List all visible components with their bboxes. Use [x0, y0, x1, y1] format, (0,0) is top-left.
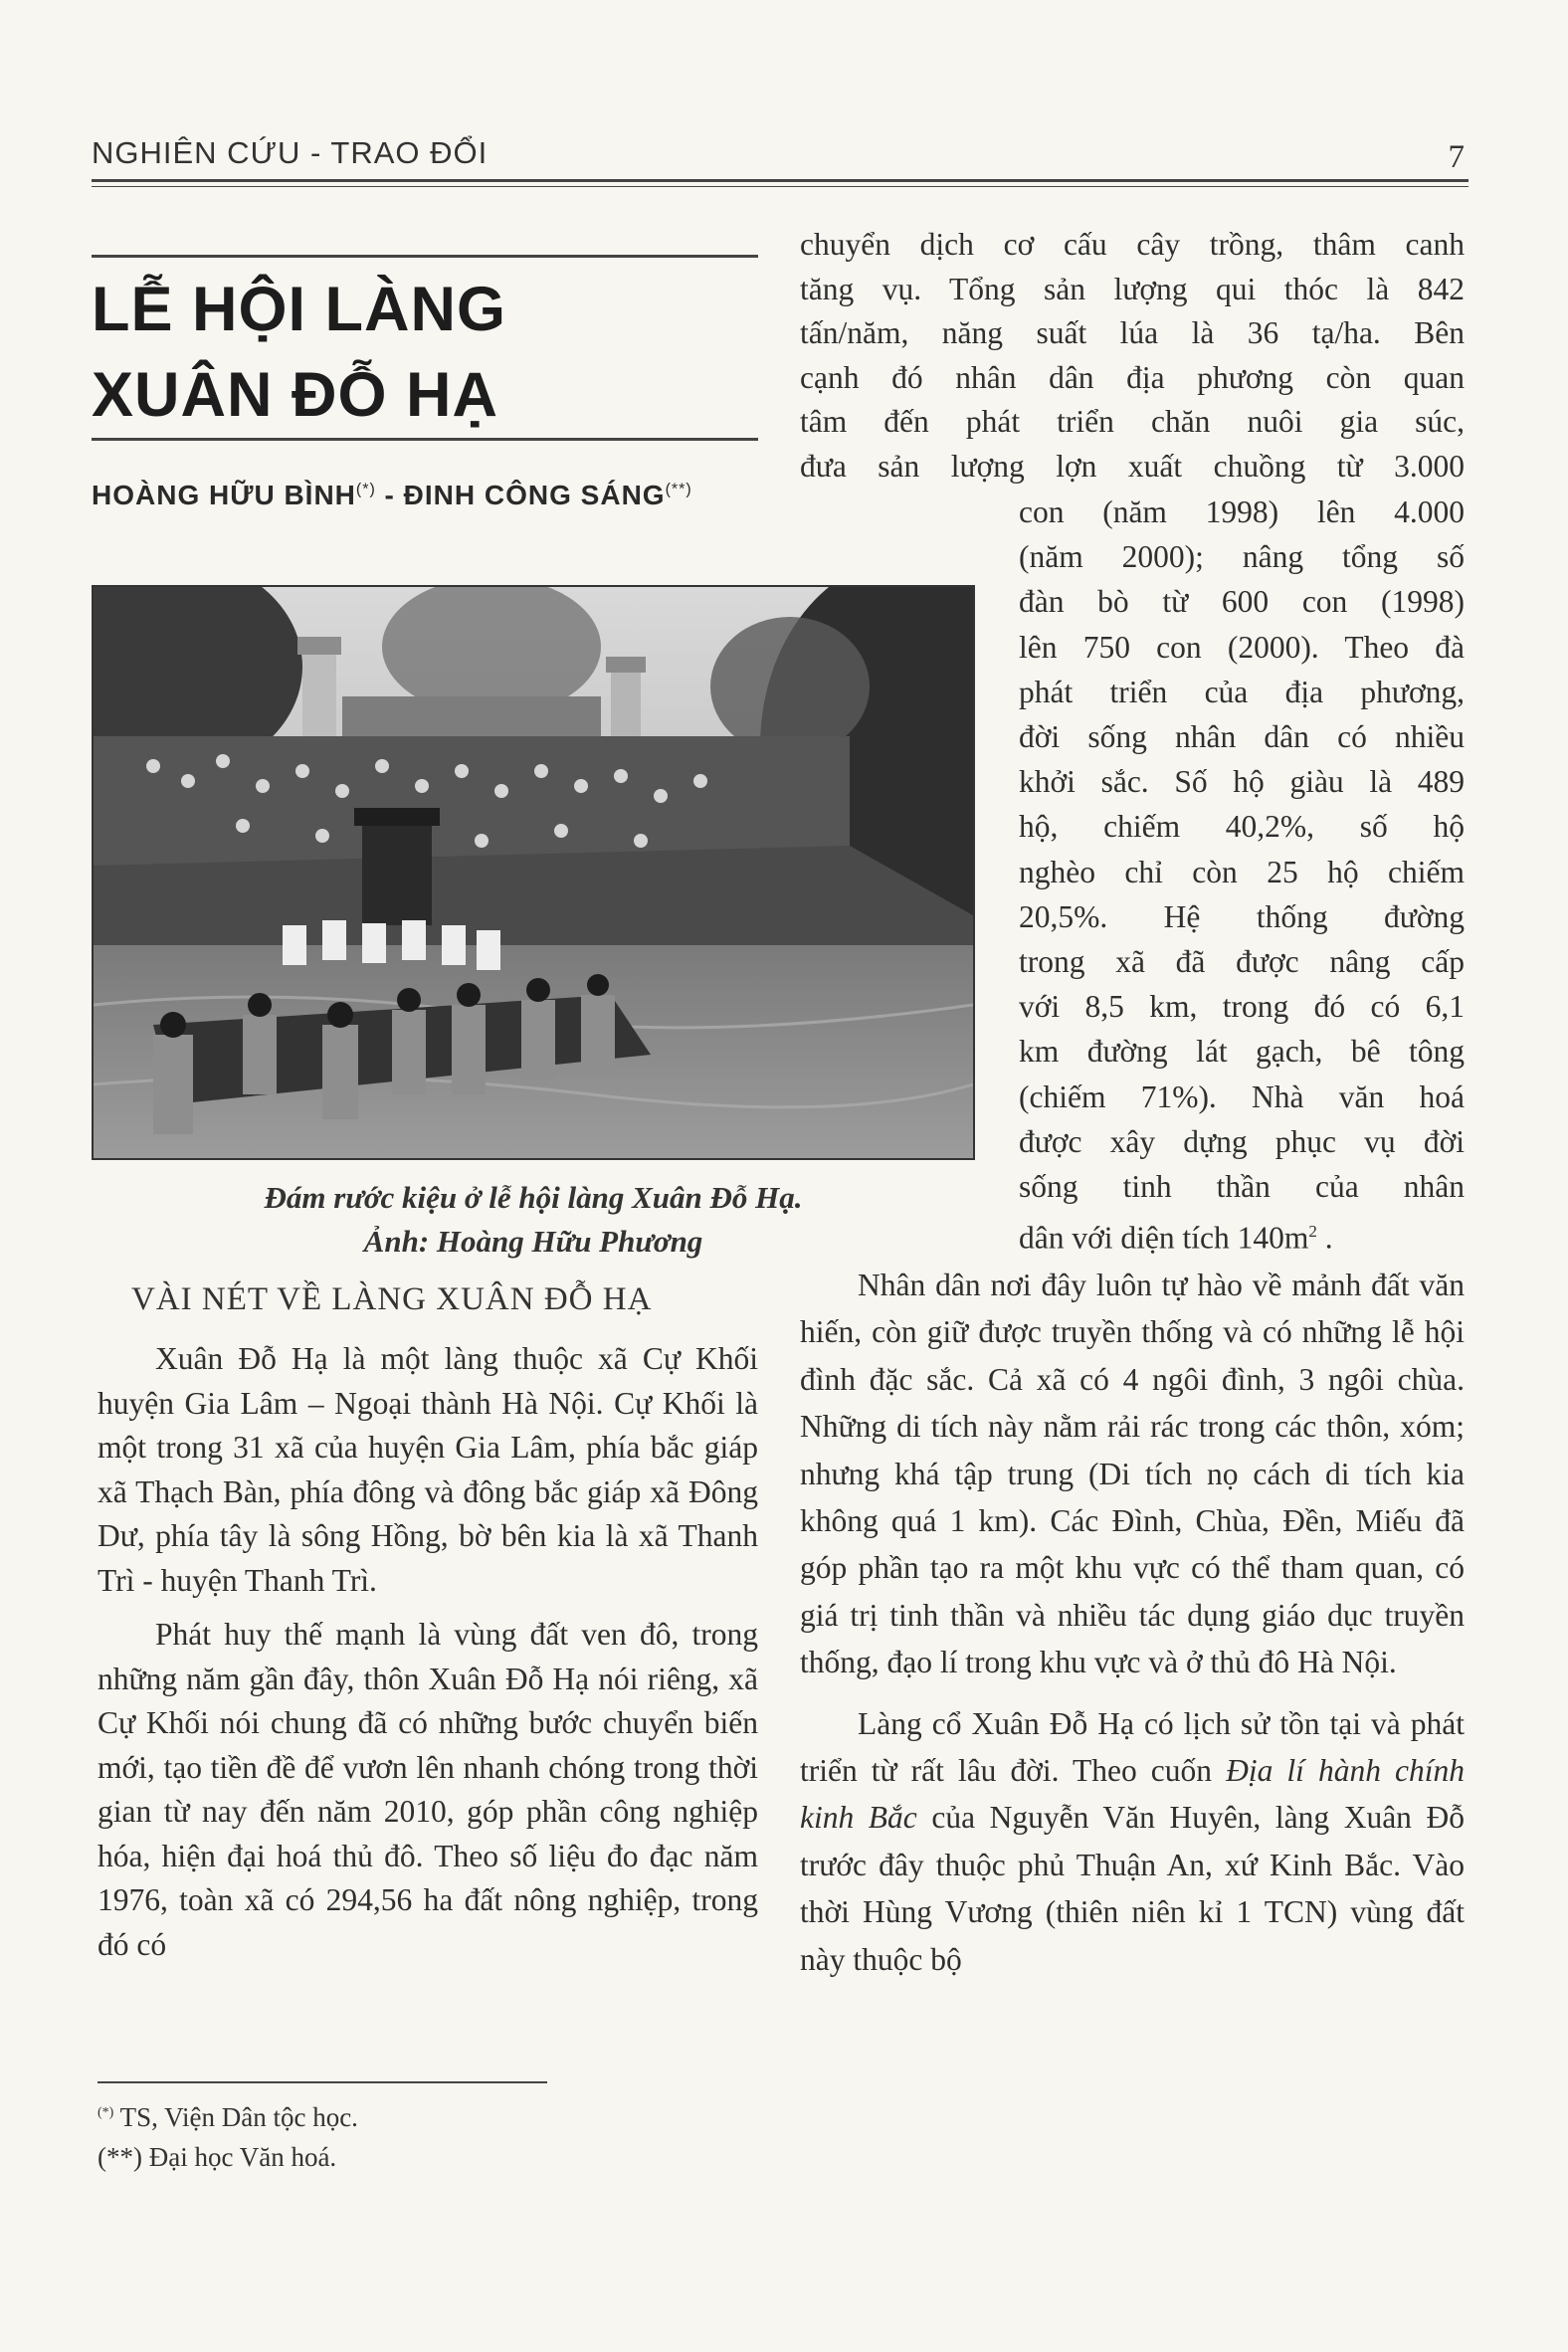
- title-rule-top: [92, 255, 758, 258]
- footnotes: [98, 2093, 358, 2177]
- rc-narrow-last-text: dân với diện tích 140m: [1019, 1220, 1309, 1256]
- rc-narrow-line: phát triển của địa phương,: [1019, 674, 1465, 709]
- rc-narrow-line: với 8,5 km, trong đó có 6,1: [1019, 989, 1465, 1025]
- caption-line-2: Ảnh: Hoàng Hữu Phương: [363, 1224, 703, 1259]
- rc-narrow-line: được xây dựng phục vụ đời: [1019, 1123, 1465, 1159]
- left-column: [98, 1337, 758, 1967]
- rc-narrow-line: trong xã đã được nâng cấp: [1019, 944, 1465, 980]
- rc-line: tấn/năm, năng suất lúa là 36 tạ/ha. Bên: [800, 315, 1465, 350]
- author-1: HOÀNG HỮU BÌNH: [92, 480, 356, 510]
- rc-narrow-line: sống tinh thần của nhân: [1019, 1169, 1465, 1205]
- rc-narrow-line: km đường lát gạch, bê tông: [1019, 1034, 1465, 1070]
- footnote-1-text: TS, Viện Dân tộc học.: [113, 2102, 358, 2132]
- rc-narrow-line: 20,5%. Hệ thống đường: [1019, 898, 1465, 934]
- author-separator: -: [375, 480, 404, 510]
- title-rule-bottom: [92, 438, 758, 441]
- author-2-mark: (**): [665, 481, 692, 498]
- caption-line-1: Đám rước kiệu ở lễ hội làng Xuân Đỗ Hạ.: [264, 1180, 803, 1215]
- running-header: NGHIÊN CỨU - TRAO ĐỔI: [92, 135, 489, 170]
- footnote-2: (**) Đại học Văn hoá.: [98, 2142, 337, 2172]
- right-column-top: [800, 223, 1465, 489]
- rc-narrow-line: nghèo chỉ còn 25 hộ chiếm: [1019, 854, 1465, 889]
- rc-line: tâm đến phát triển chăn nuôi gia súc,: [800, 404, 1465, 439]
- rc-line: chuyển dịch cơ cấu cây trồng, thâm canh: [800, 227, 1465, 262]
- festival-photo-image: [94, 587, 973, 1158]
- right-paragraph-3: [800, 1700, 1465, 1983]
- photo-caption: [92, 1176, 975, 1264]
- title-line-1: LỄ HỘI LÀNG: [92, 275, 506, 344]
- author-1-mark: (*): [355, 481, 376, 498]
- right-column-lower: [800, 1262, 1465, 1983]
- left-paragraph-1: Xuân Đỗ Hạ là một làng thuộc xã Cự Khối huyện Gia Lâm – Ngoại thành Hà Nội. Cự Khối là một trong 31 xã của huyện Gia Lâm, phía bắc giáp xã Thạch Bàn, phía đông và đông bắc giáp xã Đông Dư, phía tây là sông Hồng, bờ bên kia là xã Thanh Trì - huyện Thanh Trì.: [98, 1341, 758, 1598]
- rc-narrow-line: (năm 2000); nâng tổng số: [1019, 539, 1465, 575]
- footnote-1: [98, 2093, 358, 2137]
- rc-narrow-line: khởi sắc. Số hộ giàu là 489: [1019, 764, 1465, 800]
- title-line-2: XUÂN ĐỖ HẠ: [92, 360, 499, 430]
- section-heading: VÀI NÉT VỀ LÀNG XUÂN ĐỖ HẠ: [131, 1281, 653, 1317]
- rc-narrow-line: con (năm 1998) lên 4.000: [1019, 494, 1465, 529]
- rc-narrow-line: hộ, chiếm 40,2%, số hộ: [1019, 809, 1465, 845]
- footnote-1-mark: (*): [98, 2105, 114, 2120]
- book-title: Địa lí hành chính kinh Bắc: [800, 1753, 1465, 1836]
- header-rule-thin: [92, 186, 1469, 187]
- rc-line: tăng vụ. Tổng sản lượng qui thóc là 842: [800, 271, 1465, 306]
- rc-line: cạnh đó nhân dân địa phương còn quan: [800, 359, 1465, 395]
- page-number: 7: [1448, 139, 1465, 175]
- header-rule: [92, 179, 1469, 182]
- rc-narrow-line: lên 750 con (2000). Theo đà: [1019, 629, 1465, 665]
- author-2: ĐINH CÔNG SÁNG: [403, 480, 666, 510]
- rc-narrow-line: đời sống nhân dân có nhiều: [1019, 719, 1465, 755]
- rc-narrow-line: (chiếm 71%). Nhà văn hoá: [1019, 1078, 1465, 1114]
- right-column-narrow: [1019, 490, 1465, 1261]
- rc-narrow-last-line: [1019, 1209, 1465, 1261]
- rc-narrow-line: đàn bò từ 600 con (1998): [1019, 584, 1465, 620]
- right-paragraph-2: Nhân dân nơi đây luôn tự hào về mảnh đất văn hiến, còn giữ được truyền thống và có những lễ hội đình đặc sắc. Cả xã có 4 ngôi đình, 3 ngôi chùa. Những di tích này nằm rải rác trong các thôn, xóm; nhưng khá tập trung (Di tích nọ cách di tích kia không quá 1 km). Các Đình, Chùa, Đền, Miếu đã góp phần tạo ra một khu vực có thể tham quan, có giá trị tinh thần và nhiều tác dụng giáo dục truyền thống, đạo lí trong khu vực và ở thủ đô Hà Nội.: [800, 1268, 1465, 1680]
- article-title: [92, 267, 748, 438]
- author-line: [92, 480, 692, 511]
- right-paragraph-3-b: của Nguyễn Văn Huyên, làng Xuân Đỗ trước đây thuộc phủ Thuận An, xứ Kinh Bắc. Vào thời Hùng Vương (thiên niên kỉ 1 TCN) vùng đất này thuộc bộ: [800, 1800, 1465, 1977]
- left-paragraph-2: Phát huy thế mạnh là vùng đất ven đô, trong những năm gần đây, thôn Xuân Đỗ Hạ nói riêng, xã Cự Khối nói chung đã có những bước chuyển biến mới, tạo tiền đề để vươn lên nhanh chóng trong thời gian từ nay đến năm 2010, góp phần công nghiệp hóa, hiện đại hoá thủ đô. Theo số liệu đo đạc năm 1976, toàn xã có 294,56 ha đất nông nghiệp, trong đó có: [98, 1617, 758, 1962]
- rc-line: đưa sản lượng lợn xuất chuồng từ 3.000: [800, 448, 1465, 484]
- festival-photo: [92, 585, 975, 1160]
- rc-narrow-last-end: .: [1316, 1220, 1333, 1256]
- rc-superscript: 2: [1308, 1222, 1317, 1242]
- right-paragraph-3-a: Làng cổ Xuân Đỗ Hạ có lịch sử tồn tại và phát triển từ rất lâu đời. Theo cuốn: [800, 1705, 1465, 1789]
- footnote-rule: [98, 2081, 547, 2083]
